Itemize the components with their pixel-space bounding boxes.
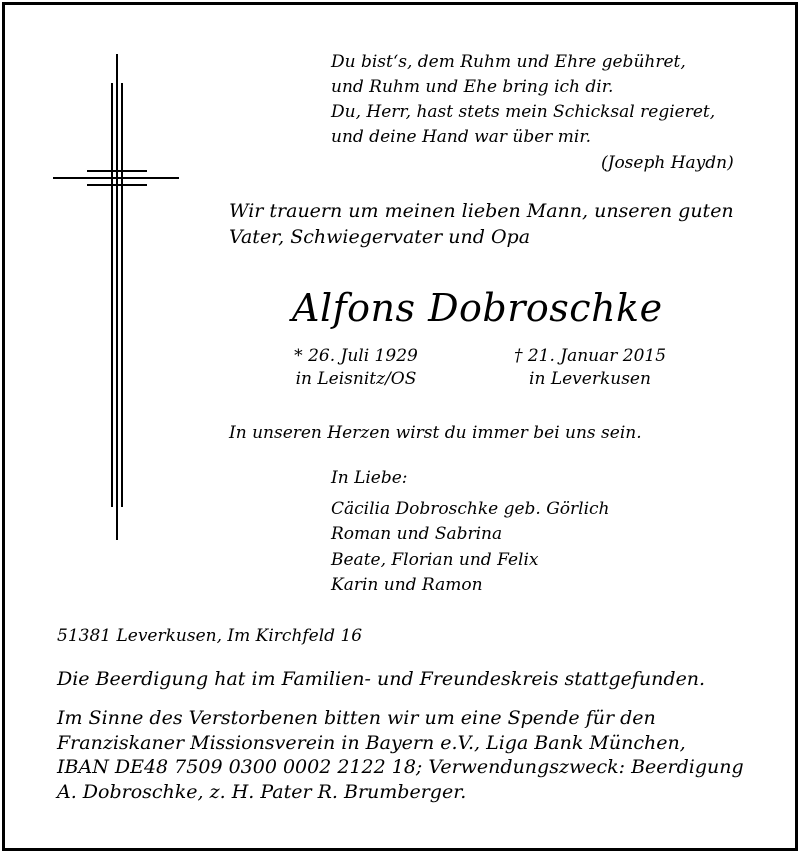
- mourning-intro: [229, 198, 734, 250]
- poem-line: Du bist‘s, dem Ruhm und Ehre gebühret,: [331, 52, 686, 72]
- deceased-name: Alfons Dobroschke: [292, 286, 663, 330]
- intro-line: Wir trauern um meinen lieben Mann, unseren guten: [229, 200, 734, 222]
- death-place: in Leverkusen: [529, 369, 651, 389]
- birth-place: in Leisnitz/OS: [295, 369, 417, 389]
- funeral-note: Die Beerdigung hat im Familien- und Freundeskreis stattgefunden.: [57, 668, 706, 690]
- donation-line: Franziskaner Missionsverein in Bayern e.V., Liga Bank München,: [57, 731, 686, 754]
- address: 51381 Leverkusen, Im Kirchfeld 16: [57, 626, 363, 646]
- poem-line: und Ruhm und Ehe bring ich dir.: [331, 77, 614, 97]
- family-member: Cäcilia Dobroschke geb. Görlich: [331, 498, 610, 519]
- family-member: Karin und Ramon: [331, 575, 483, 595]
- obituary-card: [2, 2, 798, 851]
- birth-info: [275, 345, 437, 391]
- donation-line: IBAN DE48 7509 0300 0002 2122 18; Verwendungszweck: Beerdigung: [57, 756, 744, 778]
- donation-line: A. Dobroschke, z. H. Pater R. Brumberger.: [57, 780, 467, 803]
- family-list: [331, 466, 610, 599]
- family-member: Beate, Florian und Felix: [331, 549, 539, 570]
- poem-line: Du, Herr, hast stets mein Schicksal regieret,: [331, 102, 716, 122]
- family-member: Roman und Sabrina: [331, 524, 503, 544]
- poem: [331, 50, 715, 150]
- birth-date: * 26. Juli 1929: [294, 346, 418, 366]
- death-date: † 21. Januar 2015: [513, 346, 667, 366]
- poem-line: und deine Hand war über mir.: [331, 127, 592, 147]
- donation-note: [57, 706, 744, 804]
- heart-line: In unseren Herzen wirst du immer bei uns sein.: [229, 423, 642, 443]
- intro-line: Vater, Schwiegervater und Opa: [229, 226, 531, 248]
- family-heading: In Liebe:: [331, 468, 408, 488]
- poem-author: (Joseph Haydn): [601, 153, 734, 173]
- death-info: [500, 345, 680, 391]
- donation-line: Im Sinne des Verstorbenen bitten wir um eine Spende für den: [57, 707, 656, 729]
